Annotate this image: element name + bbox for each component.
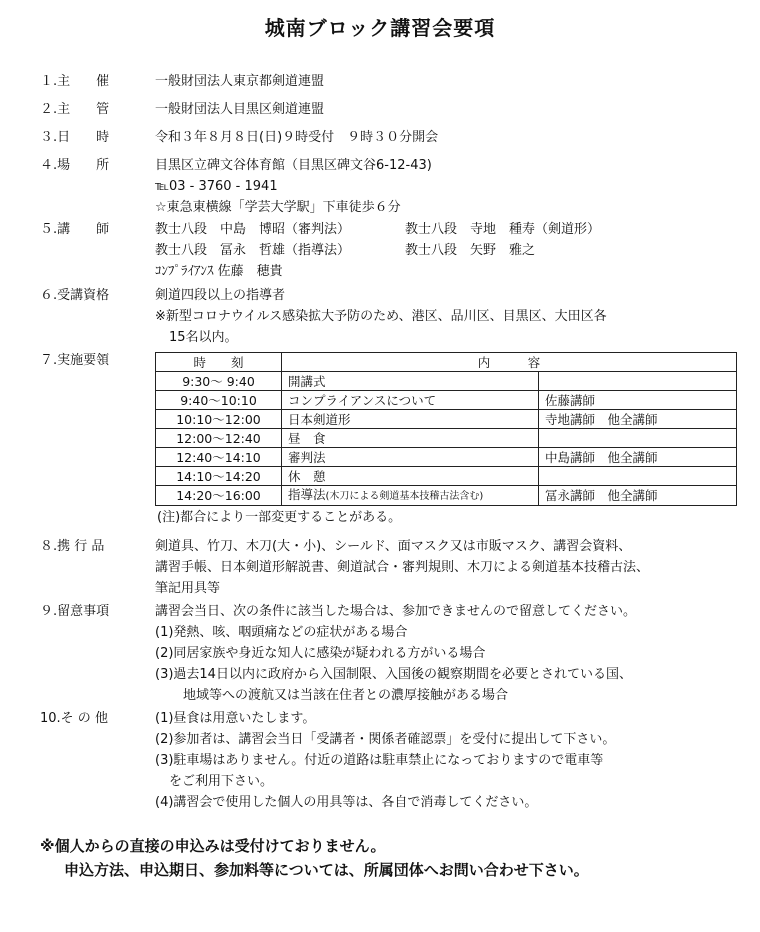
section-label: ５.講 師 (40, 222, 110, 237)
table-row (156, 372, 737, 391)
row-content: 審判法 (282, 448, 539, 467)
section-label: １.主 催 (40, 74, 110, 89)
row-instructor (539, 372, 737, 391)
row-time: 12:40〜14:10 (156, 448, 282, 467)
table-row (156, 410, 737, 429)
row-instructor: 佐藤講師 (539, 391, 737, 410)
notice-line: ※個人からの直接の申込みは受付けておりません。 (40, 837, 386, 855)
section-cautions (40, 601, 740, 706)
row-instructor (539, 467, 737, 486)
schedule-footnote: (注)都合により一部変更することがある。 (157, 510, 402, 525)
section-label: ３.日 時 (40, 130, 110, 145)
other-line: (2)参加者は、講習会当日「受講者・関係者確認票」を受付に提出して下さい。 (155, 732, 616, 747)
cautions-line: (1)発熱、咳、咽頭痛などの症状がある場合 (155, 625, 408, 640)
section-label: ４.場 所 (40, 158, 110, 173)
row-time: 12:00〜12:40 (156, 429, 282, 448)
table-row (156, 391, 737, 410)
header-content: 内 容 (282, 353, 737, 372)
table-row (156, 486, 737, 506)
section-eligibility (40, 285, 740, 348)
other-line: (1)昼食は用意いたします。 (155, 711, 316, 726)
row-content: コンプライアンスについて (282, 391, 539, 410)
cautions-line: 地域等への渡航又は当該在住者との濃厚接触がある場合 (183, 688, 509, 703)
row-time: 10:10〜12:00 (156, 410, 282, 429)
section-organizer (40, 71, 740, 92)
other-line: (4)講習会で使用した個人の用具等は、各自で消毒してください。 (155, 795, 538, 810)
section-label: ８.携 行 品 (40, 539, 105, 554)
cautions-line: (3)過去14日以内に政府から入国制限、入国後の観察期間を必要とされている国、 (155, 667, 632, 682)
row-content-main: 指導法 (288, 487, 326, 502)
belongings-line: 筆記用具等 (155, 581, 221, 596)
page-title: 城南ブロック講習会要項 (264, 16, 496, 40)
table-header-row (156, 353, 737, 372)
row-instructor (539, 429, 737, 448)
row-content: 開講式 (282, 372, 539, 391)
row-time: 14:10〜14:20 (156, 467, 282, 486)
row-time: 9:40〜10:10 (156, 391, 282, 410)
section-value: 一般財団法人東京都剣道連盟 (155, 74, 325, 89)
section-date (40, 127, 740, 148)
row-instructor: 寺地講師 他全講師 (539, 410, 737, 429)
section-instructors (40, 219, 740, 282)
row-instructor: 冨永講師 他全講師 (539, 486, 737, 506)
row-content-sub: (木刀による剣道基本技稽古法含む) (325, 491, 484, 502)
row-time: 9:30〜 9:40 (156, 372, 282, 391)
place-phone: ℡03 - 3760 - 1941 (155, 179, 278, 194)
eligibility-line: 15名以内。 (169, 330, 238, 345)
eligibility-line: ※新型コロナウイルス感染拡大予防のため、港区、品川区、目黒区、大田区各 (155, 309, 607, 324)
notice-line: 申込方法、申込期日、参加料等については、所属団体へお問い合わせ下さい。 (64, 861, 589, 879)
header-time: 時 刻 (156, 353, 282, 372)
instructor-item: ｺﾝﾌﾟﾗｲｱﾝｽ 佐藤 穂貴 (155, 264, 283, 279)
section-other (40, 708, 740, 813)
cautions-line: (2)同居家族や身近な知人に感染が疑われる方がいる場合 (155, 646, 486, 661)
schedule-table (155, 352, 737, 506)
section-label: ７.実施要領 (40, 353, 110, 368)
instructor-item: 教士八段 冨永 哲雄（指導法） (155, 243, 351, 258)
cautions-line: 講習会当日、次の条件に該当した場合は、参加できませんので留意してください。 (155, 604, 637, 619)
section-label: 10.そ の 他 (40, 711, 108, 726)
table-row (156, 467, 737, 486)
section-belongings (40, 536, 740, 599)
section-label: ６.受講資格 (40, 288, 110, 303)
section-value: 一般財団法人目黒区剣道連盟 (155, 102, 325, 117)
other-line: をご利用下さい。 (169, 774, 274, 789)
eligibility-line: 剣道四段以上の指導者 (155, 288, 286, 303)
other-line: (3)駐車場はありません。付近の道路は駐車禁止になっておりますので電車等 (155, 753, 604, 768)
section-manager (40, 99, 740, 120)
belongings-line: 剣道具、竹刀、木刀(大・小)、シールド、面マスク又は市販マスク、講習会資料、 (155, 539, 632, 554)
schedule-footnote-wrap (40, 507, 740, 528)
instructor-item: 教士八段 寺地 種寿（剣道形） (405, 222, 601, 237)
place-access: ☆東急東横線「学芸大学駅」下車徒歩６分 (155, 200, 401, 215)
section-label: ２.主 管 (40, 102, 110, 117)
row-content: 休 憩 (282, 467, 539, 486)
row-time: 14:20〜16:00 (156, 486, 282, 506)
row-content: 昼 食 (282, 429, 539, 448)
row-content: 日本剣道形 (282, 410, 539, 429)
row-instructor: 中島講師 他全講師 (539, 448, 737, 467)
belongings-line: 講習手帳、日本剣道形解説書、剣道試合・審判規則、木刀による剣道基本技稽古法、 (155, 560, 650, 575)
instructor-item: 教士八段 矢野 雅之 (405, 243, 536, 258)
section-value: 令和３年８月８日(日)９時受付 ９時３０分開会 (155, 130, 439, 145)
place-venue: 目黒区立碑文谷体育館（目黒区碑文谷6-12-43) (155, 158, 432, 173)
table-row (156, 448, 737, 467)
row-content (282, 486, 539, 506)
notice (40, 834, 589, 882)
table-row (156, 429, 737, 448)
instructor-item: 教士八段 中島 博昭（審判法） (155, 222, 351, 237)
section-place (40, 155, 740, 218)
section-label: ９.留意事項 (40, 604, 110, 619)
